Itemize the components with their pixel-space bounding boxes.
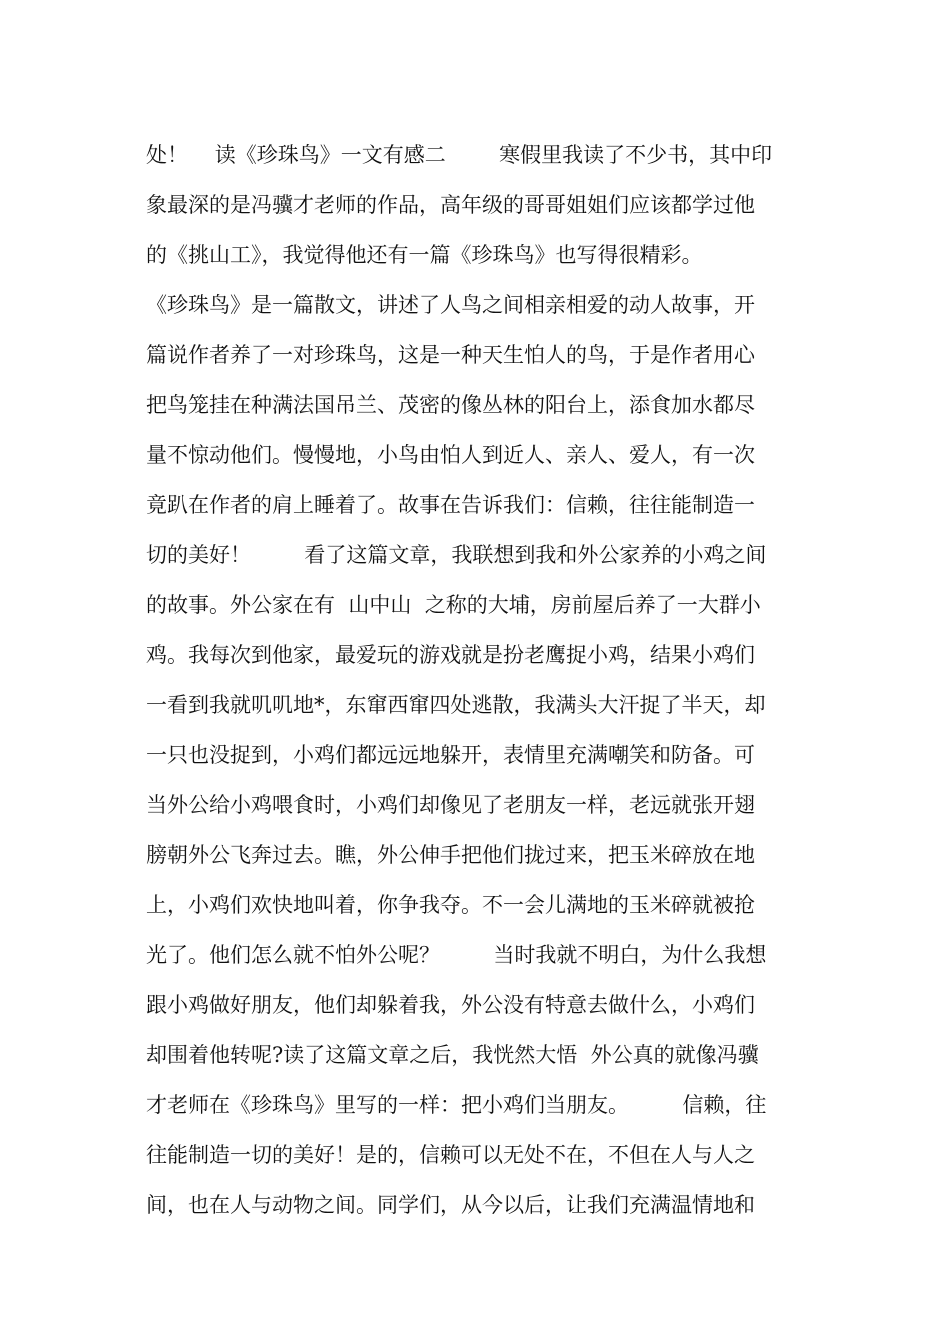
text-line: 当外公给小鸡喂食时，小鸡们却像见了老朋友一样，老远就张开翅 [146,793,755,817]
text-line: 切的美好！ 看了这篇文章，我联想到我和外公家养的小鸡之间 [146,543,767,567]
text-line: 的故事。外公家在有 山中山 之称的大埔，房前屋后养了一大群小 [146,593,761,617]
text-line: 膀朝外公飞奔过去。瞧，外公伸手把他们拢过来，把玉米碎放在地 [146,843,755,867]
text-line: 《珍珠鸟》是一篇散文，讲述了人鸟之间相亲相爱的动人故事，开 [146,293,755,317]
text-line: 往能制造一切的美好！是的，信赖可以无处不在，不但在人与人之 [146,1143,755,1167]
text-line: 一只也没捉到，小鸡们都远远地躲开，表情里充满嘲笑和防备。可 [146,743,755,767]
text-line: 象最深的是冯骥才老师的作品，高年级的哥哥姐姐们应该都学过他 [146,193,755,217]
text-line: 却围着他转呢?读了这篇文章之后，我恍然大悟 外公真的就像冯骥 [146,1043,759,1067]
text-line: 光了。他们怎么就不怕外公呢？ 当时我就不明白，为什么我想 [146,943,767,967]
text-line: 把鸟笼挂在种满法国吊兰、茂密的像丛林的阳台上，添食加水都尽 [146,393,755,417]
text-line: 上，小鸡们欢快地叫着，你争我夺。不一会儿满地的玉米碎就被抢 [146,893,755,917]
text-line: 处！ 读《珍珠鸟》一文有感二 寒假里我读了不少书，其中印 [146,143,773,167]
text-line: 的《挑山工》，我觉得他还有一篇《珍珠鸟》也写得很精彩。 [146,243,703,267]
text-line: 竟趴在作者的肩上睡着了。故事在告诉我们：信赖，往往能制造一 [146,493,755,517]
text-line: 跟小鸡做好朋友，他们却躲着我，外公没有特意去做什么，小鸡们 [146,993,755,1017]
text-line: 鸡。我每次到他家，最爱玩的游戏就是扮老鹰捉小鸡，结果小鸡们 [146,643,755,667]
text-line: 才老师在《珍珠鸟》里写的一样：把小鸡们当朋友。 信赖，往 [146,1093,767,1117]
text-line: 量不惊动他们。慢慢地，小鸟由怕人到近人、亲人、爱人，有一次 [146,443,755,467]
text-line: 篇说作者养了一对珍珠鸟，这是一种天生怕人的鸟，于是作者用心 [146,343,755,367]
text-line: 间，也在人与动物之间。同学们，从今以后，让我们充满温情地和 [146,1193,755,1217]
text-line: 一看到我就叽叽地*，东窜西窜四处逃散，我满头大汗捉了半天，却 [146,693,766,717]
essay-body [146,130,816,1230]
